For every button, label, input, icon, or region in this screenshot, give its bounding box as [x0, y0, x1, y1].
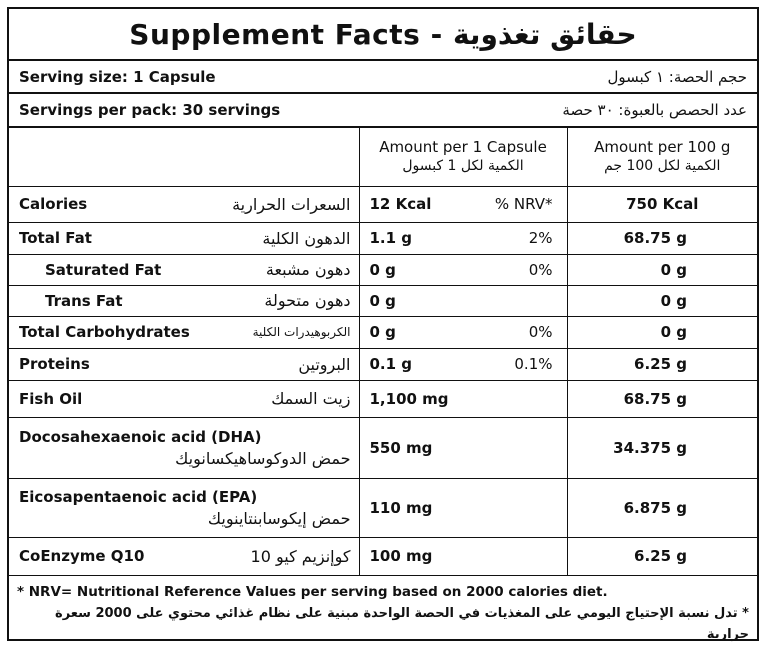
- footnote-en: * NRV= Nutritional Reference Values per serving based on 2000 calories diet.: [17, 583, 608, 600]
- nutrient-en: Saturated Fat: [45, 260, 162, 279]
- per-serving-value: 110 mg: [369, 498, 433, 517]
- table-row: [9, 285, 757, 316]
- per-serving-value: 0 g: [369, 291, 396, 310]
- nutrient-ar: دهون متحولة: [264, 291, 351, 310]
- label-title: Supplement Facts - حقائق تغذوية: [9, 9, 757, 61]
- acid-ar: حمض إيكوسابنتاينويك: [207, 508, 351, 528]
- calories-name: [9, 195, 359, 214]
- nrv-value: 0%: [528, 323, 553, 341]
- calories-value: 12 Kcal: [369, 195, 432, 213]
- footnote: [9, 576, 757, 645]
- per-serving-value: 0 g: [369, 260, 396, 279]
- nutrient-en: Trans Fat: [45, 291, 123, 310]
- nutrient-en: Proteins: [19, 355, 90, 373]
- table-row: [9, 537, 757, 575]
- calories-per-100: 750 Kcal: [567, 186, 757, 222]
- nrv-value: 0%: [528, 260, 553, 279]
- header-per-capsule: [359, 128, 567, 186]
- serving-size-row: [9, 61, 757, 94]
- nutrient-en: CoEnzyme Q10: [19, 547, 145, 565]
- per-100-value: 6.25 g: [567, 348, 757, 380]
- calories-ar: السعرات الحرارية: [232, 194, 351, 214]
- servings-per-pack-en: Servings per pack: 30 servings: [19, 101, 281, 119]
- nutrient-ar: كوإنزيم كيو 10: [250, 546, 351, 566]
- serving-size-ar: حجم الحصة: ١ كبسول: [607, 67, 747, 86]
- table-row: [9, 478, 757, 537]
- calories-row: [9, 186, 757, 222]
- nutrition-table: [9, 128, 757, 576]
- per-serving-value: 550 mg: [369, 438, 433, 457]
- acid-en: Eicosapentaenoic acid (EPA): [19, 487, 258, 506]
- header-per-100g-ar: الكمية لكل 100 جم: [604, 157, 721, 174]
- table-row: [9, 417, 757, 478]
- footnote-ar: * تدل نسبة الإحتياج اليومي على المغذيات في الحصة الواحدة مبنية على نظام غذائي محتوي على 2000 سعرة حرارية: [55, 605, 749, 642]
- per-serving-value: 1.1 g: [369, 229, 413, 247]
- calories-per-serving: [360, 195, 567, 213]
- nutrient-ar: زيت السمك: [271, 389, 351, 408]
- header-per-capsule-ar: الكمية لكل 1 كبسول: [402, 157, 524, 174]
- per-100-value: 68.75 g: [567, 380, 757, 417]
- header-per-100g-en: Amount per 100 g: [594, 137, 731, 156]
- nutrient-en: Total Carbohydrates: [19, 323, 190, 341]
- nutrient-ar: البروتين: [298, 354, 351, 374]
- supplement-facts-label: [7, 7, 759, 641]
- nrv-value: 2%: [528, 229, 553, 247]
- per-100-value: 6.25 g: [567, 537, 757, 575]
- table-row: [9, 348, 757, 380]
- calories-en: Calories: [19, 195, 88, 213]
- per-100-value: 34.375 g: [567, 417, 757, 478]
- nutrient-en: Total Fat: [19, 229, 92, 247]
- per-serving-value: 1,100 mg: [369, 389, 449, 408]
- table-row: [9, 380, 757, 417]
- table-row: [9, 254, 757, 285]
- header-per-capsule-en: Amount per 1 Capsule: [379, 137, 547, 156]
- per-serving-value: 100 mg: [369, 547, 433, 565]
- servings-per-pack-ar: عدد الحصص بالعبوة: ٣٠ حصة: [562, 101, 747, 119]
- nutrient-ar: الكربوهيدرات الكلية: [252, 325, 351, 339]
- table-row: [9, 222, 757, 254]
- per-100-value: 68.75 g: [567, 222, 757, 254]
- servings-per-pack-row: [9, 94, 757, 128]
- header-empty-cell: [9, 128, 359, 186]
- nutrient-en: Fish Oil: [19, 389, 83, 408]
- per-100-value: 0 g: [567, 316, 757, 348]
- serving-size-en: Serving size: 1 Capsule: [19, 67, 216, 86]
- per-serving-value: 0 g: [369, 323, 396, 341]
- per-100-value: 0 g: [567, 285, 757, 316]
- nrv-header: % NRV*: [494, 195, 553, 213]
- header-per-100g: [567, 128, 757, 186]
- nutrient-ar: دهون مشبعة: [265, 260, 351, 279]
- per-serving-value: 0.1 g: [369, 355, 413, 373]
- per-100-value: 0 g: [567, 254, 757, 285]
- acid-ar: حمض الدوكوساهيكسانويك: [175, 448, 351, 468]
- table-row: [9, 316, 757, 348]
- acid-en: Docosahexaenoic acid (DHA): [19, 427, 262, 446]
- nrv-value: 0.1%: [514, 355, 553, 373]
- table-header-row: [9, 128, 757, 186]
- nutrient-ar: الدهون الكلية: [262, 228, 351, 248]
- per-100-value: 6.875 g: [567, 478, 757, 537]
